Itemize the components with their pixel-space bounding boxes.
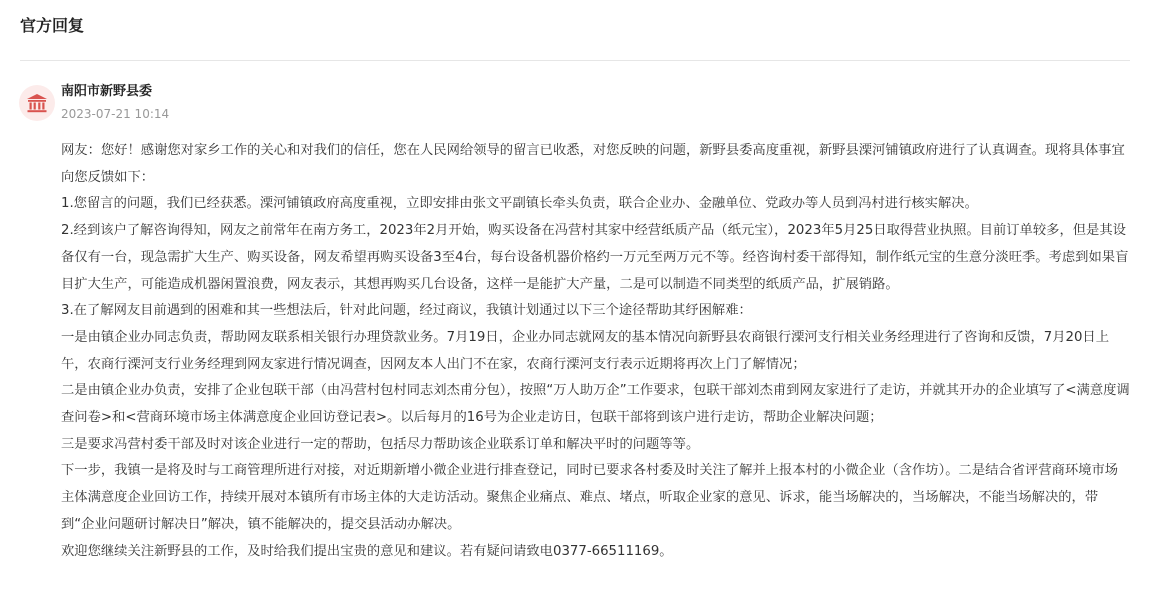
section-title: 官方回复 [20, 16, 85, 35]
reply-paragraph: 欢迎您继续关注新野县的工作，及时给我们提出宝贵的意见和建议。若有疑问请致电0377-66511169。 [61, 543, 673, 559]
reply-content [61, 138, 1131, 565]
reply-paragraph: 2.经到该户了解咨询得知，网友之前常年在南方务工，2023年2月开始，购买设备在冯营村其家中经营纸质产品（纸元宝），2023年5月25日取得营业执照。目前订单较多，但是其设备仅有一台，现急需扩大生产、购买设备，网友希望再购买设备3至4台，每台设备机器价格约一万元至两万元不等。经咨询村委干部得知，制作纸元宝的生意分淡旺季。考虑到如果盲目扩大生产，可能造成机器闲置浪费，网友表示，其想再购买几台设备，这样一是能扩大产量，二是可以制造不同类型的纸质产品，扩展销路。 [61, 223, 1129, 292]
author-avatar [19, 85, 55, 121]
section-divider [20, 60, 1130, 61]
author-name: 南阳市新野县委 [61, 84, 153, 99]
reply-timestamp: 2023-07-21 10:14 [61, 107, 170, 121]
reply-paragraph: 二是由镇企业办负责，安排了企业包联干部（由冯营村包村同志刘杰甫分包），按照“万人助万企”工作要求，包联干部刘杰甫到网友家进行了走访，并就其开办的企业填写了<满意度调查问卷>和<营商环境市场主体满意度企业回访登记表>。以后每月的16号为企业走访日，包联干部将到该户进行走访，帮助企业解决问题； [61, 383, 1130, 426]
reply-paragraph: 一是由镇企业办同志负责，帮助网友联系相关银行办理贷款业务。7月19日，企业办同志就网友的基本情况向新野县农商银行溧河支行相关业务经理进行了咨询和反馈，7月20日上午，农商行溧河支行业务经理到网友家进行情况调查，因网友本人出门不在家，农商行溧河支行表示近期将再次上门了解情况； [61, 329, 1110, 372]
reply-paragraph: 三是要求冯营村委干部及时对该企业进行一定的帮助，包括尽力帮助该企业联系订单和解决平时的问题等等。 [61, 436, 700, 452]
government-building-icon [26, 92, 48, 114]
reply-paragraph: 1.您留言的问题，我们已经获悉。溧河铺镇政府高度重视，立即安排由张文平副镇长牵头负责，联合企业办、金融单位、党政办等人员到冯村进行核实解决。 [61, 196, 978, 212]
reply-paragraph: 下一步，我镇一是将及时与工商管理所进行对接，对近期新增小微企业进行排查登记，同时已要求各村委及时关注了解并上报本村的小微企业（含作坊）。二是结合省评营商环境市场主体满意度企业回访工作，持续开展对本镇所有市场主体的大走访活动。聚焦企业痛点、难点、堵点，听取企业家的意见、诉求，能当场解决的，当场解决，不能当场解决的，带到“企业问题研讨解决日”解决，镇不能解决的，提交县活动办解决。 [61, 463, 1119, 532]
reply-paragraph: 网友：您好！感谢您对家乡工作的关心和对我们的信任，您在人民网给领导的留言已收悉，对您反映的问题，新野县委高度重视，新野县溧河铺镇政府进行了认真调查。现将具体事宜向您反馈如下： [61, 143, 1125, 185]
reply-paragraph: 3.在了解网友目前遇到的困难和其一些想法后，针对此问题，经过商议，我镇计划通过以下三个途径帮助其纾困解难： [61, 303, 752, 319]
